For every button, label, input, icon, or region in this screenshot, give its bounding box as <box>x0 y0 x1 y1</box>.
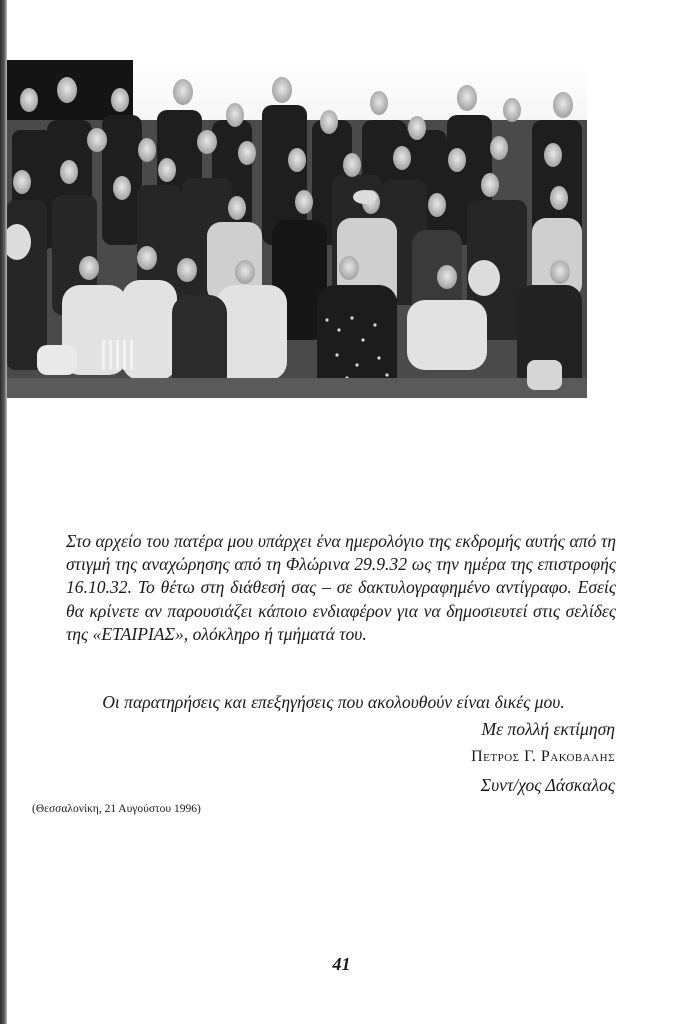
letter-paragraph-2 <box>66 691 616 714</box>
page-number: 41 <box>332 954 351 974</box>
letter-paragraph-1: Στο αρχείο του πατέρα μου υπάρχει ένα ημερολόγιο της εκδρομής αυτής από τη στιγμή της αναχώρησης από τη Φλώρινα 29.9.32 ως την ημέρα της επιστροφής 16.10.32. Το θέτω στη διάθεσή σας – σε δακτυλογραφημένο αντίγραφο. Εσείς θα κρίνετε αν παρουσιάζει κάποιο ενδιαφέρον για να δημοσιευτεί στις σελίδες της «ΕΤΑΙΡΙΑΣ», ολόκληρο ή τμήματά του. <box>66 531 616 644</box>
signature-title: Συντ/χος Δάσκαλος <box>480 775 615 795</box>
signature-name: Πετρος Γ. Ρακοβαλης <box>471 748 615 765</box>
page-binding-edge <box>0 0 7 1024</box>
group-photograph-image <box>7 60 587 398</box>
group-photograph <box>7 60 587 398</box>
letter-paragraph-2-text: Οι παρατηρήσεις και επεξηγήσεις που ακολουθούν είναι δικές μου. <box>102 692 565 712</box>
signature-closing: Με πολλή εκτίμηση <box>481 719 615 739</box>
date-note: (Θεσσαλονίκη, 21 Αυγούστου 1996) <box>32 803 201 815</box>
